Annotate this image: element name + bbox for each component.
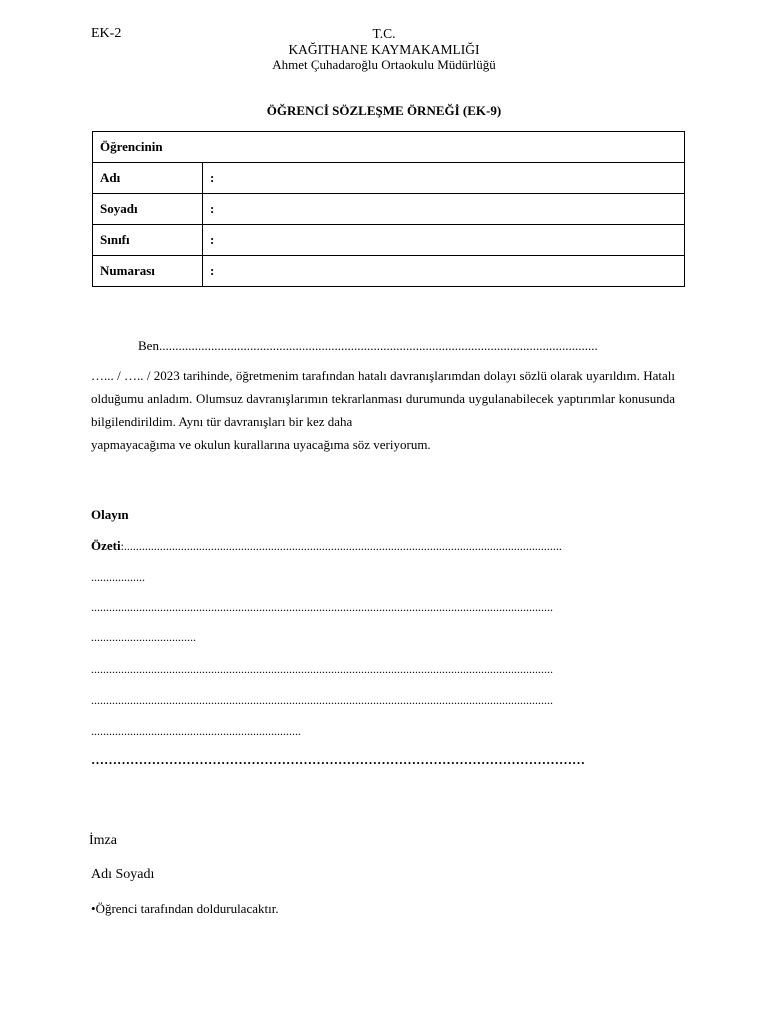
- document-title: ÖĞRENCİ SÖZLEŞME ÖRNEĞİ (EK-9): [266, 103, 502, 118]
- incident-heading: Olayın: [91, 507, 129, 522]
- row-value-numarasi[interactable]: :: [203, 256, 685, 287]
- footnote: [91, 901, 279, 917]
- student-info-table: [92, 131, 685, 287]
- header-tc: T.C.: [372, 26, 396, 41]
- table-heading: Öğrencinin: [93, 132, 685, 163]
- dotted-line: ..........................................................................................................................................................: [91, 600, 553, 614]
- row-value-sinifi[interactable]: :: [203, 225, 685, 256]
- statement-paragraph: [91, 364, 675, 456]
- dotted-line: ..........................................................................................................................................................: [91, 693, 553, 707]
- header-kaymakamlik: KAĞITHANE KAYMAKAMLIĞI: [288, 42, 480, 57]
- dotted-line-bold: ……………………………………………………………………………………………………: [91, 752, 585, 767]
- bullet-icon: •: [91, 901, 96, 916]
- row-value-adi[interactable]: :: [203, 163, 685, 194]
- row-label-sinifi: Sınıfı: [93, 225, 203, 256]
- table-row: [93, 256, 685, 287]
- row-label-adi: Adı: [93, 163, 203, 194]
- incident-summary-label: Özeti: [91, 538, 121, 553]
- incident-summary-line: [91, 538, 562, 554]
- row-label-soyadi: Soyadı: [93, 194, 203, 225]
- row-value-soyadi[interactable]: :: [203, 194, 685, 225]
- table-heading-row: [93, 132, 685, 163]
- table-row: [93, 163, 685, 194]
- footnote-text: Öğrenci tarafından doldurulacaktır.: [95, 901, 279, 916]
- row-label-numarasi: Numarası: [93, 256, 203, 287]
- dotted-line: ...................................: [91, 630, 196, 644]
- signature-label: İmza: [89, 833, 117, 848]
- table-row: [93, 225, 685, 256]
- incident-summary-dots: :..................................................................................................................................................: [120, 539, 562, 553]
- statement-paragraph-main: …... / ….. / 2023 tarihinde, öğretmenim tarafından hatalı davranışlarımdan dolayı sözlü olarak uyarıldım. Hatalı olduğumu anladım. Olumsuz davranışlarımın tekrarlanması durumunda uygulanabilecek yaptırımlar konusunda bilgilendirildim. Aynı tür davranışları bir kez daha: [91, 368, 675, 429]
- statement-paragraph-last: yapmayacağıma ve okulun kurallarına uyacağıma söz veriyorum.: [91, 437, 431, 452]
- table-row: [93, 194, 685, 225]
- statement-ben-line: Ben.......................................................................................................................................: [138, 338, 598, 353]
- name-surname-label: Adı Soyadı: [91, 867, 155, 882]
- header-school: Ahmet Çuhadaroğlu Ortaokulu Müdürlüğü: [272, 57, 496, 72]
- annex-number: EK-2: [91, 26, 122, 41]
- dotted-line: ..........................................................................................................................................................: [91, 662, 553, 676]
- dotted-line: ..................: [91, 570, 145, 584]
- dotted-line: ......................................................................: [91, 724, 301, 738]
